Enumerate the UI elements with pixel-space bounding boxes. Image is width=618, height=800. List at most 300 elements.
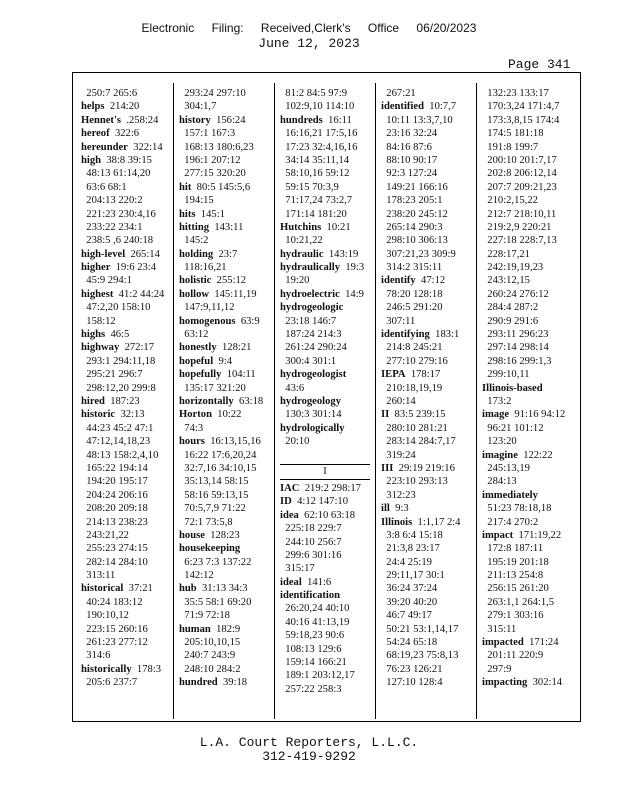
index-entry <box>280 288 370 301</box>
index-refs-line: 50:21 53:1,14,17 <box>381 623 459 635</box>
index-refs-line: 255:23 274:15 <box>81 543 148 555</box>
index-refs: 272:17 <box>119 342 155 354</box>
index-refs: 10:21 <box>321 221 351 233</box>
index-refs-line: 284:13 <box>482 476 517 488</box>
index-refs-line: 16:16,21 17:5,16 <box>280 128 358 140</box>
index-term: Illinois <box>381 516 413 528</box>
index-refs-line: 88:10 90:17 <box>381 154 438 166</box>
index-refs: 122:22 <box>517 449 553 461</box>
index-refs: 16:11 <box>322 114 352 126</box>
index-refs: 31:13 34:3 <box>196 583 248 595</box>
index-entry <box>280 368 370 381</box>
index-term: idea <box>280 509 299 521</box>
index-refs-line: 6:23 7:3 137:22 <box>179 556 252 568</box>
index-refs-line: 191:8 199:7 <box>482 141 539 153</box>
index-refs-line: 130:3 301:14 <box>280 409 342 421</box>
index-refs-line: 298:12,20 299:8 <box>81 382 156 394</box>
index-term: hydrogeologist <box>280 369 347 381</box>
index-entry <box>81 154 171 167</box>
index-term: impact <box>482 529 514 541</box>
index-refs-line: 319:24 <box>381 449 416 461</box>
index-entry <box>81 582 171 595</box>
index-refs: 9:3 <box>389 503 409 515</box>
index-refs-line: 190:10,12 <box>81 610 129 622</box>
index-column-5 <box>482 87 572 690</box>
index-refs-line: 171:14 181:20 <box>280 208 347 220</box>
index-refs-line: 170:3,24 171:4,7 <box>482 101 560 113</box>
index-term: hydraulically <box>280 262 341 274</box>
index-entry <box>381 516 471 529</box>
index-refs: 62:10 63:18 <box>298 509 356 521</box>
index-refs-line: 279:1 303:16 <box>482 610 544 622</box>
index-term: historical <box>81 583 124 595</box>
index-refs: 145:11,19 <box>209 288 257 300</box>
index-refs-line: 35:13,14 58:15 <box>179 476 249 488</box>
index-term: hundreds <box>280 114 323 126</box>
index-entry <box>280 509 370 522</box>
index-refs-line: 277:10 279:16 <box>381 355 448 367</box>
index-term: IAC <box>280 482 300 494</box>
index-term: III <box>381 462 394 474</box>
index-term: impacting <box>482 677 528 689</box>
index-entry <box>179 355 269 368</box>
index-entry <box>81 141 171 154</box>
index-entry <box>179 623 269 636</box>
column-divider <box>476 83 477 719</box>
index-refs: 214:20 <box>104 101 140 113</box>
index-refs-line: 244:10 256:7 <box>280 536 342 548</box>
index-refs-line: 260:24 276:12 <box>482 288 549 300</box>
filing-stamp-word-1: Electronic <box>141 21 195 35</box>
index-refs-line: 71:17,24 73:2,7 <box>280 195 353 207</box>
index-entry <box>179 208 269 221</box>
index-refs-line: 39:20 40:20 <box>381 596 438 608</box>
index-refs-line: 45:9 294:1 <box>81 275 132 287</box>
index-refs-line: 40:16 41:13,19 <box>280 616 350 628</box>
index-refs-line: 214:8 245:21 <box>381 342 443 354</box>
index-entry <box>482 489 572 502</box>
index-entry <box>381 100 471 113</box>
index-refs-line: 295:21 296:7 <box>81 369 143 381</box>
index-entry <box>482 636 572 649</box>
index-refs: 37:21 <box>123 583 153 595</box>
index-refs-line: 290:9 291:6 <box>482 315 539 327</box>
index-term: hit <box>179 181 192 193</box>
index-entry <box>381 462 471 475</box>
index-term: hollow <box>179 288 210 300</box>
index-refs-line: 238:20 245:12 <box>381 208 448 220</box>
index-refs: 47:12 <box>415 275 446 287</box>
index-term: hits <box>179 208 196 220</box>
index-refs: 19:6 23:4 <box>110 262 157 274</box>
index-refs-line: 145:2 <box>179 235 209 247</box>
index-refs: 29:19 219:16 <box>393 462 455 474</box>
index-refs-line: 223:15 260:16 <box>81 623 148 635</box>
index-refs-line: 35:5 58:1 69:20 <box>179 596 252 608</box>
index-refs: 10:22 <box>211 409 242 421</box>
index-refs-line: 314:6 <box>81 650 111 662</box>
index-term: identified <box>381 101 424 113</box>
index-term: historic <box>81 409 116 421</box>
index-refs-line: 187:24 214:3 <box>280 329 342 341</box>
index-refs-line: 70:5,7,9 71:22 <box>179 503 246 515</box>
index-refs-line: 201:11 220:9 <box>482 650 544 662</box>
index-refs-line: 23:16 32:24 <box>381 128 438 140</box>
filing-stamp-word-5: 06/20/2023 <box>416 21 477 35</box>
index-refs-line: 43:6 <box>280 382 305 394</box>
index-refs: 80:5 145:5,6 <box>191 181 251 193</box>
index-term: horizontally <box>179 395 234 407</box>
index-term: holding <box>179 248 214 260</box>
index-refs-line: 217:4 270:2 <box>482 516 539 528</box>
index-refs-line: 298:16 299:1,3 <box>482 355 552 367</box>
index-refs-line: 173:2 <box>482 395 512 407</box>
filing-stamp-word-4: Office <box>367 21 400 35</box>
index-entry <box>81 127 171 140</box>
index-refs-line: 17:23 32:4,16,16 <box>280 141 358 153</box>
index-refs-line: 58:16 59:13,15 <box>179 489 249 501</box>
index-entry <box>280 301 370 314</box>
index-refs-line: 149:21 166:16 <box>381 181 448 193</box>
index-refs: 302:14 <box>527 677 563 689</box>
index-entry <box>179 315 269 328</box>
index-refs-line: 19:20 <box>280 275 310 287</box>
index-term: hereunder <box>81 141 128 153</box>
index-refs-line: 204:13 220:2 <box>81 195 143 207</box>
index-entry <box>280 395 370 408</box>
index-entry <box>81 100 171 113</box>
index-term: high-level <box>81 248 126 260</box>
index-refs-line: 280:10 281:21 <box>381 422 448 434</box>
index-term: historically <box>81 663 132 675</box>
index-refs: 19:3 <box>340 262 365 274</box>
index-refs-line: 165:22 194:14 <box>81 462 148 474</box>
index-term: highway <box>81 342 120 354</box>
index-refs: 178:3 <box>131 663 162 675</box>
index-refs-line: 227:18 228:7,13 <box>482 235 557 247</box>
index-refs-line: 219:2,9 220:21 <box>482 221 552 233</box>
reporter-company: L.A. Court Reporters, L.L.C. <box>199 735 419 750</box>
index-refs-line: 40:24 183:12 <box>81 596 143 608</box>
index-refs-line: 24:4 25:19 <box>381 556 432 568</box>
index-entry <box>381 502 471 515</box>
index-term: hydroelectric <box>280 288 340 300</box>
index-refs-line: 256:15 261:20 <box>482 583 549 595</box>
index-refs-line: 92:3 127:24 <box>381 168 438 180</box>
index-refs-line: 32:7,16 34:10,15 <box>179 462 257 474</box>
index-refs: 39:18 <box>217 677 248 689</box>
index-refs-line: 63:6 68:1 <box>81 181 127 193</box>
index-term: identification <box>280 590 341 602</box>
index-entry <box>280 248 370 261</box>
index-refs-line: 196:1 207:12 <box>179 154 241 166</box>
index-refs-line: 127:10 128:4 <box>381 677 443 689</box>
index-term: higher <box>81 262 111 274</box>
index-term: holistic <box>179 275 212 287</box>
index-refs: 141:6 <box>301 576 332 588</box>
index-refs-line: 307:11 <box>381 315 416 327</box>
index-refs-line: 81:2 84:5 97:9 <box>280 88 348 99</box>
index-refs-line: 205:6 237:7 <box>81 677 138 689</box>
index-column-2 <box>179 87 269 690</box>
index-refs-line: 135:17 321:20 <box>179 382 246 394</box>
index-refs-line: 212:7 218:10,11 <box>482 208 557 220</box>
index-term: hired <box>81 395 105 407</box>
index-term: hereof <box>81 128 110 140</box>
index-refs: 63:9 <box>235 315 260 327</box>
index-refs-line: 147:9,11,12 <box>179 302 235 314</box>
index-refs-line: 313:11 <box>81 570 116 582</box>
index-refs-line: 298:10 306:13 <box>381 235 448 247</box>
index-term: helps <box>81 101 105 113</box>
index-refs: 1:1,17 2:4 <box>412 516 461 528</box>
index-refs-line: 189:1 203:12,17 <box>280 670 355 682</box>
index-refs-line: 204:24 206:16 <box>81 489 148 501</box>
index-refs: 183:1 <box>429 329 460 341</box>
index-term: hours <box>179 436 205 448</box>
index-refs-line: 267:21 <box>381 88 416 99</box>
index-entry <box>482 408 572 421</box>
column-divider <box>375 83 376 719</box>
index-refs-line: 44:23 45:2 47:1 <box>81 422 154 434</box>
index-term: IEPA <box>381 369 406 381</box>
index-refs-line: 159:14 166:21 <box>280 657 347 669</box>
index-refs-line: 315:17 <box>280 563 315 575</box>
index-refs-line: 300:4 301:1 <box>280 355 337 367</box>
index-term: imagine <box>482 449 518 461</box>
index-refs-line: 242:19,19,23 <box>482 262 544 274</box>
index-refs-line: 214:13 238:23 <box>81 516 148 528</box>
index-refs: 46:5 <box>105 329 130 341</box>
index-refs: 187:23 <box>104 395 140 407</box>
index-refs-line: 3:8 6:4 15:18 <box>381 529 443 541</box>
index-refs-line: 293:24 297:10 <box>179 88 246 99</box>
index-entry <box>81 114 171 127</box>
index-entry <box>280 261 370 274</box>
index-entry <box>179 288 269 301</box>
page-number: Page 341 <box>508 57 571 72</box>
index-refs: 178:17 <box>405 369 441 381</box>
blank-line <box>280 449 370 462</box>
index-refs-line: 210:18,19,19 <box>381 382 443 394</box>
column-divider <box>173 83 174 719</box>
index-term: immediately <box>482 489 538 501</box>
index-refs-line: 233:22 234:1 <box>81 221 143 233</box>
index-refs: 10:7,7 <box>423 101 457 113</box>
index-refs-line: 20:10 <box>280 436 310 448</box>
index-refs-line: 172:8 187:11 <box>482 543 544 555</box>
index-refs: 23:7 <box>213 248 238 260</box>
index-refs: 16:13,15,16 <box>204 436 261 448</box>
index-refs-line: 314:2 315:11 <box>381 262 443 274</box>
index-term: ideal <box>280 576 302 588</box>
index-term: highs <box>81 329 106 341</box>
index-entry <box>482 529 572 542</box>
index-refs-line: 299:10,11 <box>482 369 530 381</box>
index-refs-line: 293:11 296:23 <box>482 329 549 341</box>
index-refs-line: 46:7 49:17 <box>381 610 432 622</box>
index-refs-line: 261:24 290:24 <box>280 342 347 354</box>
index-refs-line: 168:13 180:6,23 <box>179 141 254 153</box>
index-refs: 4:12 147:10 <box>291 496 348 508</box>
index-entry <box>179 248 269 261</box>
index-entry <box>381 368 471 381</box>
index-refs-line: 246:5 291:20 <box>381 302 443 314</box>
index-refs-line: 74:3 <box>179 422 204 434</box>
index-entry <box>482 676 572 689</box>
filing-stamp <box>0 21 618 35</box>
index-entry <box>381 328 471 341</box>
index-refs-line: 58:10,16 59:12 <box>280 168 350 180</box>
index-entry <box>179 542 269 555</box>
index-entry <box>81 395 171 408</box>
index-entry <box>179 582 269 595</box>
index-refs-line: 194:15 <box>179 195 214 207</box>
index-entry <box>179 274 269 287</box>
index-term: history <box>179 114 211 126</box>
index-refs-line: 96:21 101:12 <box>482 422 544 434</box>
index-refs-line: 207:7 209:21,23 <box>482 181 557 193</box>
index-refs-line: 59:18,23 90:6 <box>280 630 345 642</box>
index-refs: 41:2 44:24 <box>113 288 165 300</box>
index-refs: 171:24 <box>523 637 559 649</box>
index-refs-line: 21:3,8 23:17 <box>381 543 440 555</box>
index-refs: 9:4 <box>213 355 232 367</box>
index-refs: 83:5 239:15 <box>389 409 446 421</box>
index-refs: 322:14 <box>127 141 163 153</box>
transcript-date: June 12, 2023 <box>258 36 360 51</box>
index-refs-line: 208:20 209:18 <box>81 503 148 515</box>
index-refs-line: 243:21,22 <box>81 529 129 541</box>
index-refs-line: 248:10 284:2 <box>179 663 241 675</box>
index-entry <box>280 482 370 495</box>
index-refs: 104:11 <box>221 369 256 381</box>
index-term: identify <box>381 275 416 287</box>
index-refs-line: 51:23 78:18,18 <box>482 503 552 515</box>
index-refs-line: 200:10 201:7,17 <box>482 154 557 166</box>
index-term: high <box>81 154 102 166</box>
index-entry <box>81 261 171 274</box>
index-term: house <box>179 529 205 541</box>
index-refs: 219:2 298:17 <box>299 482 361 494</box>
index-refs-line: 118:16,21 <box>179 262 227 274</box>
index-entry <box>280 422 370 435</box>
section-letter: I <box>280 464 370 480</box>
index-entry <box>179 529 269 542</box>
index-refs-line: 47:2,20 158:10 <box>81 302 151 314</box>
index-term: hopeful <box>179 355 214 367</box>
index-term: image <box>482 409 510 421</box>
index-refs-line: 260:14 <box>381 395 416 407</box>
index-refs-line: 283:14 284:7,17 <box>381 436 456 448</box>
index-refs: .258:24 <box>121 114 159 126</box>
index-refs-line: 59:15 70:3,9 <box>280 181 339 193</box>
index-term: hydrologically <box>280 422 345 434</box>
index-refs-line: 205:10,10,15 <box>179 637 241 649</box>
index-refs-line: 299:6 301:16 <box>280 549 342 561</box>
index-refs: 265:14 <box>125 248 160 260</box>
index-refs-line: 29:11,17 30:1 <box>381 570 445 582</box>
index-refs-line: 26:20,24 40:10 <box>280 603 350 615</box>
index-refs-line: 243:12,15 <box>482 275 530 287</box>
index-refs-line: 238:5 ,6 240:18 <box>81 235 154 247</box>
index-refs-line: 68:19,23 75:8,13 <box>381 650 459 662</box>
index-refs: 91:16 94:12 <box>509 409 566 421</box>
index-refs-line: 282:14 284:10 <box>81 556 148 568</box>
index-refs-line: 194:20 195:17 <box>81 476 148 488</box>
index-refs-line: 72:1 73:5,8 <box>179 516 233 528</box>
index-refs-line: 78:20 128:18 <box>381 288 443 300</box>
index-refs-line: 257:22 258:3 <box>280 683 342 695</box>
index-entry <box>179 181 269 194</box>
index-refs-line: 223:10 293:13 <box>381 476 448 488</box>
index-refs-line: 71:9 72:18 <box>179 610 230 622</box>
index-refs: 145:1 <box>195 208 225 220</box>
index-refs-line: 315:11 <box>482 623 517 635</box>
index-entry <box>482 449 572 462</box>
index-term: II <box>381 409 390 421</box>
index-refs-line: 225:18 229:7 <box>280 523 342 535</box>
index-refs: 182:9 <box>210 623 241 635</box>
index-frame <box>72 72 581 722</box>
index-term: Hutchins <box>280 221 322 233</box>
index-refs-line: 132:23 133:17 <box>482 88 549 99</box>
index-refs-line: 210:2,15,22 <box>482 195 538 207</box>
index-refs: 143:11 <box>209 221 244 233</box>
index-term: hitting <box>179 221 210 233</box>
index-refs: 38:8 39:15 <box>101 154 152 166</box>
index-refs-line: 221:23 230:4,16 <box>81 208 156 220</box>
index-entry <box>280 114 370 127</box>
index-column-4 <box>381 87 471 690</box>
index-entry <box>81 328 171 341</box>
index-term: honestly <box>179 342 217 354</box>
column-divider <box>274 83 275 719</box>
index-refs-line: 293:1 294:11,18 <box>81 355 156 367</box>
index-refs-line: 123:20 <box>482 436 517 448</box>
index-refs-line: 284:4 287:2 <box>482 302 539 314</box>
filing-stamp-word-3: Received,Clerk's <box>260 21 351 35</box>
index-refs-line: 84:16 87:6 <box>381 141 432 153</box>
index-refs: 32:13 <box>115 409 145 421</box>
index-entry <box>381 408 471 421</box>
index-term: Horton <box>179 409 212 421</box>
index-column-1 <box>81 87 171 690</box>
index-refs-line: 76:23 126:21 <box>381 663 443 675</box>
index-refs-line: 297:9 <box>482 663 512 675</box>
index-entry <box>81 408 171 421</box>
index-refs-line: 250:7 265:6 <box>81 88 138 99</box>
index-refs-line: 277:15 320:20 <box>179 168 246 180</box>
index-refs-line: 10:21,22 <box>280 235 323 247</box>
index-refs-line: 228:17,21 <box>482 248 530 260</box>
index-refs-line: 47:12,14,18,23 <box>81 436 151 448</box>
index-term: homogenous <box>179 315 236 327</box>
index-entry <box>179 221 269 234</box>
index-entry <box>179 341 269 354</box>
index-term: hydrogeology <box>280 395 342 407</box>
index-refs-line: 202:8 206:12,14 <box>482 168 557 180</box>
reporter-phone: 312-419-9292 <box>262 749 356 764</box>
index-entry <box>179 395 269 408</box>
index-entry <box>179 435 269 448</box>
index-term: highest <box>81 288 114 300</box>
index-entry <box>179 676 269 689</box>
index-refs-line: 195:19 201:18 <box>482 556 549 568</box>
index-refs-line: 304:1,7 <box>179 101 217 113</box>
index-refs-line: 23:18 146:7 <box>280 315 337 327</box>
index-refs-line: 108:13 129:6 <box>280 643 342 655</box>
